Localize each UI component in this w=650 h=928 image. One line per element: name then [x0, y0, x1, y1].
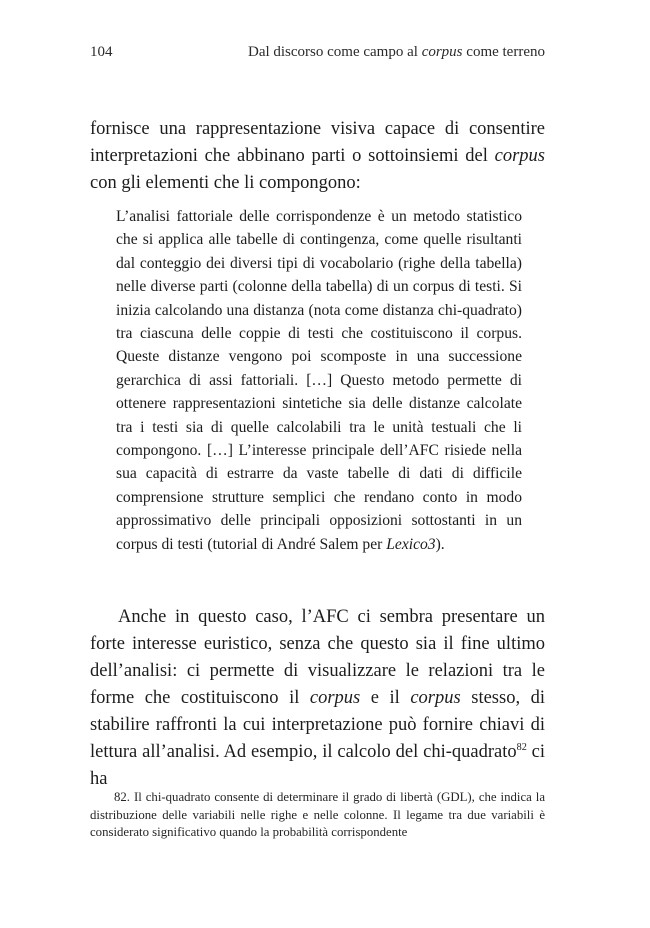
- para1-text-a: fornisce una rappresentazione visiva capace di consentire interpretazioni che abbinano parti o sottoinsiemi del: [90, 119, 545, 166]
- page-number: 104: [90, 44, 113, 60]
- quote-text-a: L’analisi fattoriale delle corrispondenze è un metodo statistico che si applica alle tabelle di contingenza, come quelle risultanti dal conteggio dei diversi tipi di vocabolario (righe della tabella) nelle diverse parti (colonne della tabella) di un corpus di testi. Si inizia calcolando una distanza (nota come distanza chi-quadrato) tra ciascuna delle coppie di testi che costituiscono il corpus. Queste distanze vengono poi scomposte in una successione gerarchica di assi fattoriali. […] Questo metodo permette di ottenere rappresentazioni sintetiche sia delle distanze calcolate tra i testi sia di quelle calcolabili tra le unità testuali che li compongono. […] L’interesse principale dell’AFC risiede nella sua capacità di estrarre da vaste tabelle di dati di difficile comprensione strutture semplici che rendano conto in modo approssimativo delle principali opposizioni sottostanti in un corpus di testi (tutorial di André Salem per: [116, 208, 522, 553]
- para2-text-c: stesso, di stabilire raffronti la cui interpretazione può fornire chiavi di lettura all’analisi. Ad esempio, il calcolo del chi-quadrato: [90, 688, 545, 762]
- quote-italic-lexico: Lexico3: [386, 535, 436, 553]
- footnote-82: [90, 789, 545, 842]
- para2-italic-corpus-1: corpus: [309, 688, 361, 708]
- para1-italic-corpus: corpus: [494, 146, 545, 166]
- body-paragraph-2: [90, 604, 545, 793]
- para2-text-a: Anche in questo caso, l’AFC ci sembra presentare un forte interesse euristico, senza che questo sia il fine ultimo dell’analisi: ci permette di visualizzare le relazioni tra le forme che costituiscono il: [90, 607, 545, 708]
- block-quote: [116, 205, 522, 556]
- quote-text-b: ).: [435, 535, 445, 553]
- para2-text-d: ci ha: [90, 742, 545, 789]
- body-paragraph-1: [90, 116, 545, 197]
- running-title: [248, 42, 545, 62]
- para1-text-b: con gli elementi che li compongono:: [90, 173, 361, 193]
- para2-italic-corpus-2: corpus: [410, 688, 461, 708]
- footnote-reference[interactable]: 82: [516, 741, 527, 753]
- running-title-start: Dal discorso come campo al: [247, 44, 422, 60]
- running-head: [90, 42, 545, 62]
- footnote-number: 82.: [114, 790, 130, 804]
- running-title-end: come terreno: [462, 44, 545, 60]
- para2-text-b: e il: [360, 688, 411, 708]
- running-title-italic: corpus: [421, 44, 463, 60]
- footnote-text: Il chi-quadrato consente di determinare il grado di libertà (GDL), che indica la distribuzione delle variabili nelle righe e nelle colonne. Il legame tra due variabili è considerato significativo quando la probabilità corrispondente: [90, 790, 545, 839]
